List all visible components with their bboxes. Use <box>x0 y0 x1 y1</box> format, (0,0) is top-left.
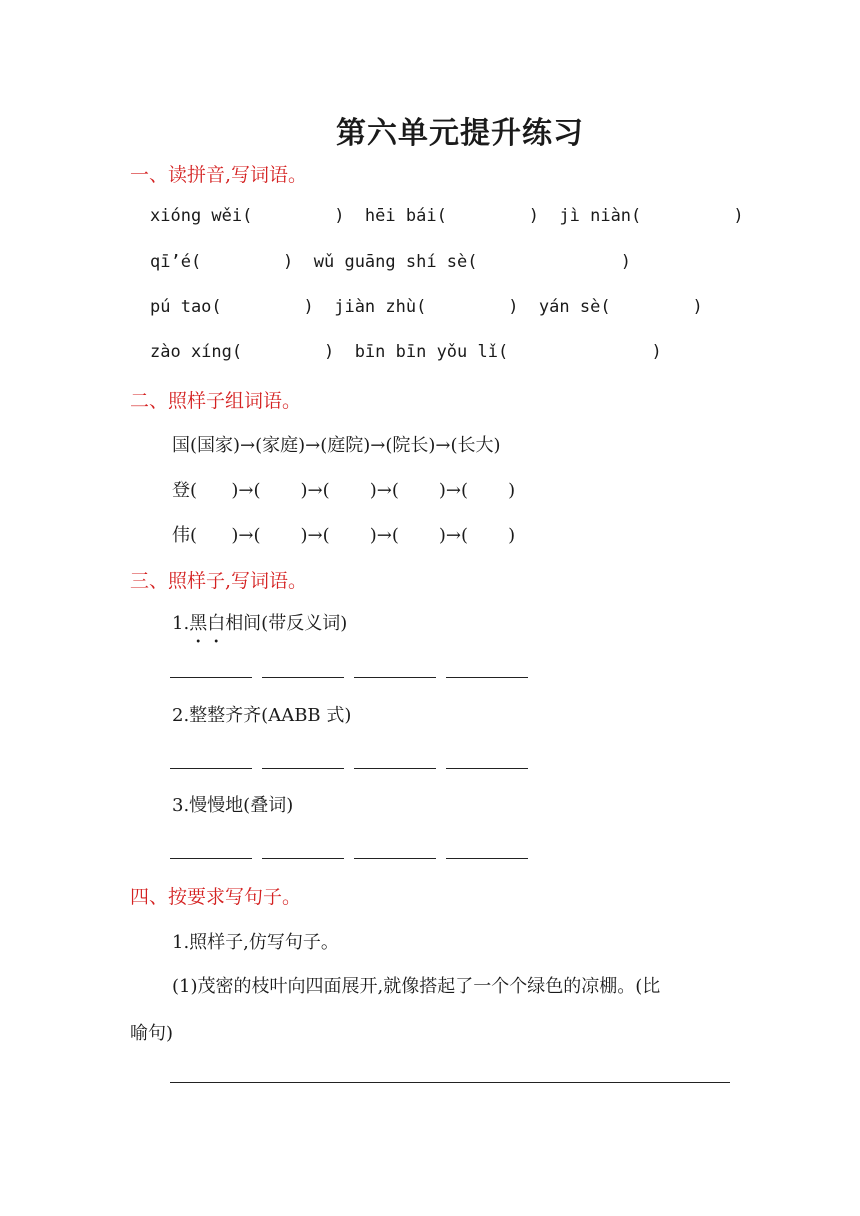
blank-line[interactable] <box>354 676 436 678</box>
question-3-3: 3.慢慢地(叠词) <box>172 795 294 816</box>
page-title: 第六单元提升练习 <box>336 116 584 151</box>
pinyin-row-1: xióng wěi( ) hēi bái( ) jì niàn( ) <box>150 206 744 226</box>
question-4-1: 1.照样子,仿写句子。 <box>172 932 339 953</box>
emphasis-char-2: 白 <box>207 613 226 634</box>
answer-blanks-1[interactable] <box>170 676 528 678</box>
word-chain-row-1: 登( )→( )→( )→( )→( ) <box>172 480 516 501</box>
blank-line[interactable] <box>446 767 528 769</box>
sentence-example-line-2: 喻句) <box>130 1023 174 1044</box>
answer-line[interactable] <box>170 1081 730 1083</box>
pinyin-row-3: pú tao( ) jiàn zhù( ) yán sè( ) <box>150 297 703 317</box>
section-1-heading: 一、读拼音,写词语。 <box>130 164 308 186</box>
word-chain-row-2: 伟( )→( )→( )→( )→( ) <box>172 525 516 546</box>
word-chain-example: 国(国家)→(家庭)→(庭院)→(院长)→(长大) <box>172 435 501 456</box>
blank-line[interactable] <box>262 767 344 769</box>
pinyin-row-2: qī’é( ) wǔ guāng shí sè( ) <box>150 252 632 272</box>
blank-line[interactable] <box>262 676 344 678</box>
question-3-2: 2.整整齐齐(AABB 式) <box>172 705 352 726</box>
question-3-1: 1.黑白相间(带反义词) <box>172 613 348 634</box>
blank-line[interactable] <box>170 857 252 859</box>
pinyin-row-4: zào xíng( ) bīn bīn yǒu lǐ( ) <box>150 342 662 362</box>
section-2-heading: 二、照样子组词语。 <box>130 390 302 412</box>
emphasis-char-1: 黑 <box>189 613 208 634</box>
blank-line[interactable] <box>170 676 252 678</box>
section-3-heading: 三、照样子,写词语。 <box>130 570 308 592</box>
answer-blanks-3[interactable] <box>170 857 528 859</box>
blank-line[interactable] <box>446 857 528 859</box>
blank-line[interactable] <box>354 767 436 769</box>
section-4-heading: 四、按要求写句子。 <box>130 886 302 908</box>
blank-line[interactable] <box>446 676 528 678</box>
answer-blanks-2[interactable] <box>170 767 528 769</box>
blank-line[interactable] <box>170 767 252 769</box>
blank-line[interactable] <box>354 857 436 859</box>
sentence-example-line-1: (1)茂密的枝叶向四面展开,就像搭起了一个个绿色的凉棚。(比 <box>172 976 661 997</box>
blank-line[interactable] <box>262 857 344 859</box>
